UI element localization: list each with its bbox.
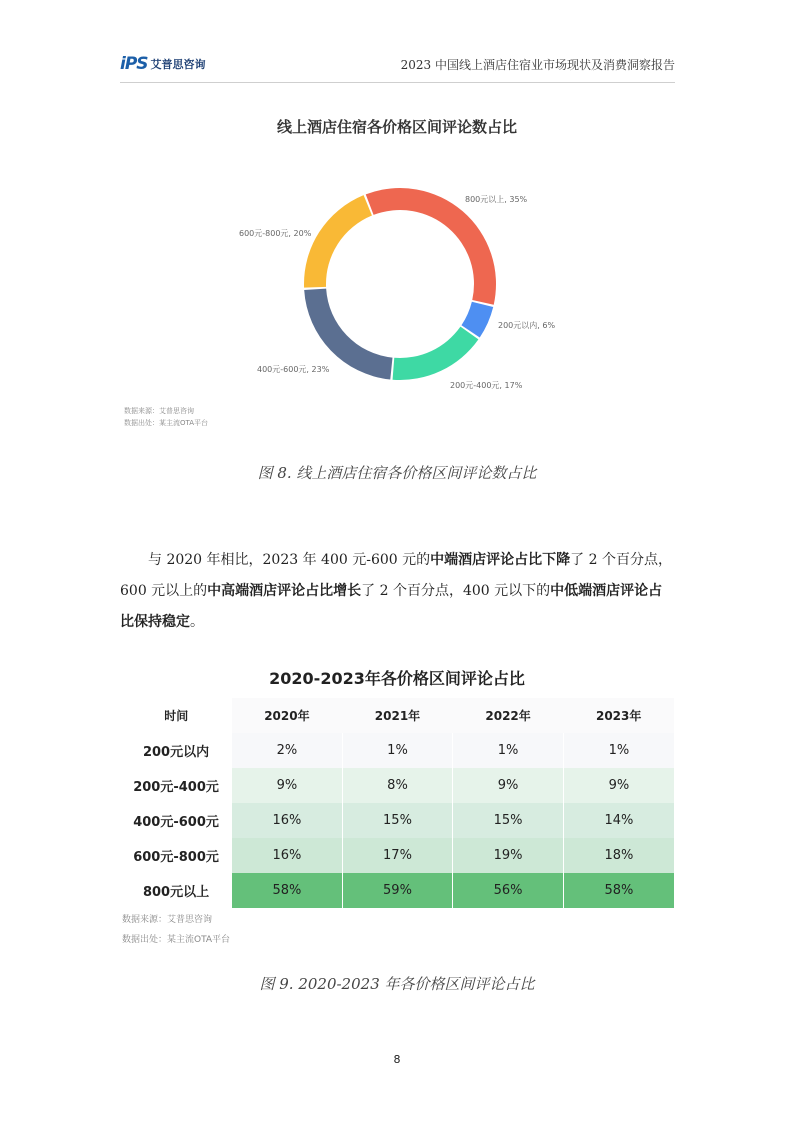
- figure8-caption: 图 8. 线上酒店住宿各价格区间评论数占比: [257, 464, 537, 482]
- donut-label-4: 600元-800元, 20%: [239, 229, 312, 238]
- donut-slice-0: [366, 188, 496, 305]
- table-row-label: 400元-600元: [121, 803, 232, 838]
- table-cell: 2%: [232, 733, 343, 768]
- page-header: [120, 48, 675, 83]
- table-row: [121, 803, 674, 838]
- table-cell: 15%: [342, 803, 453, 838]
- table-row: [121, 768, 674, 803]
- table-cell: 16%: [232, 803, 343, 838]
- table-cell: 15%: [453, 803, 564, 838]
- table-cell: 9%: [453, 768, 564, 803]
- donut-slice-4: [304, 195, 372, 288]
- table-header-cell: 2020年: [232, 698, 343, 733]
- figure8-origin: 数据出处：某主流OTA平台: [124, 419, 209, 427]
- donut-label-2: 200元-400元, 17%: [450, 381, 523, 390]
- table-header-cell: 时间: [121, 698, 232, 733]
- table-cell: 17%: [342, 838, 453, 873]
- table-header-cell: 2023年: [563, 698, 674, 733]
- table-origin: 数据出处：某主流OTA平台: [122, 935, 231, 945]
- table-cell: 9%: [563, 768, 674, 803]
- page-number: 8: [393, 1053, 401, 1066]
- table-cell: 14%: [563, 803, 674, 838]
- table-cell: 9%: [232, 768, 343, 803]
- table-cell: 58%: [563, 873, 674, 908]
- donut-label-0: 800元以上, 35%: [465, 195, 528, 204]
- table-cell: 1%: [563, 733, 674, 768]
- para-bold-2: 中高端酒店评论占比增长: [207, 583, 362, 599]
- table-row: [121, 873, 674, 908]
- table-header-cell: 2022年: [453, 698, 564, 733]
- table-caption: 图 9. 2020-2023 年各价格区间评论占比: [259, 975, 535, 993]
- table-row-label: 200元-400元: [121, 768, 232, 803]
- table-row: [121, 733, 674, 768]
- table-cell: 1%: [342, 733, 453, 768]
- table-row-label: 600元-800元: [121, 838, 232, 873]
- donut-slice-2: [393, 327, 479, 380]
- analysis-paragraph: [120, 545, 675, 638]
- logo-text: 艾普思咨询: [150, 58, 206, 71]
- table-cell: 59%: [342, 873, 453, 908]
- donut-chart: [200, 180, 600, 400]
- table-cell: 8%: [342, 768, 453, 803]
- para-text-2: 了 2 个百分点，600 元以上的: [120, 552, 672, 599]
- figure8-source: 数据来源：艾普思咨询: [124, 407, 194, 415]
- table-cell: 56%: [453, 873, 564, 908]
- para-text-1: 与 2020 年相比，2023 年 400 元-600 元的: [148, 552, 431, 568]
- report-title: 2023 中国线上酒店住宿业市场现状及消费洞察报告: [400, 58, 675, 72]
- table-row-label: 200元以内: [121, 733, 232, 768]
- ratio-table: [121, 698, 674, 908]
- para-text-3: 了 2 个百分点，400 元以下的: [361, 583, 551, 599]
- para-bold-1: 中端酒店评论占比下降: [430, 552, 571, 568]
- ips-logo-mark: iPS: [120, 54, 148, 74]
- table-cell: 58%: [232, 873, 343, 908]
- donut-label-1: 200元以内, 6%: [498, 321, 556, 330]
- table-row: [121, 838, 674, 873]
- para-bold-3: 中低端酒店评论占比保持稳定: [120, 583, 663, 630]
- table-header-row: [121, 698, 674, 733]
- table-cell: 18%: [563, 838, 674, 873]
- table-row-label: 800元以上: [121, 873, 232, 908]
- table-title: 2020-2023年各价格区间评论占比: [269, 669, 525, 688]
- table-header-cell: 2021年: [342, 698, 453, 733]
- table-source: 数据来源：艾普思咨询: [122, 915, 213, 925]
- donut-label-3: 400元-600元, 23%: [257, 365, 330, 374]
- donut-chart-title: 线上酒店住宿各价格区间评论数占比: [276, 118, 517, 136]
- para-text-4: 。: [190, 614, 204, 630]
- table-cell: 1%: [453, 733, 564, 768]
- table-cell: 19%: [453, 838, 564, 873]
- logo: [120, 54, 206, 74]
- table-cell: 16%: [232, 838, 343, 873]
